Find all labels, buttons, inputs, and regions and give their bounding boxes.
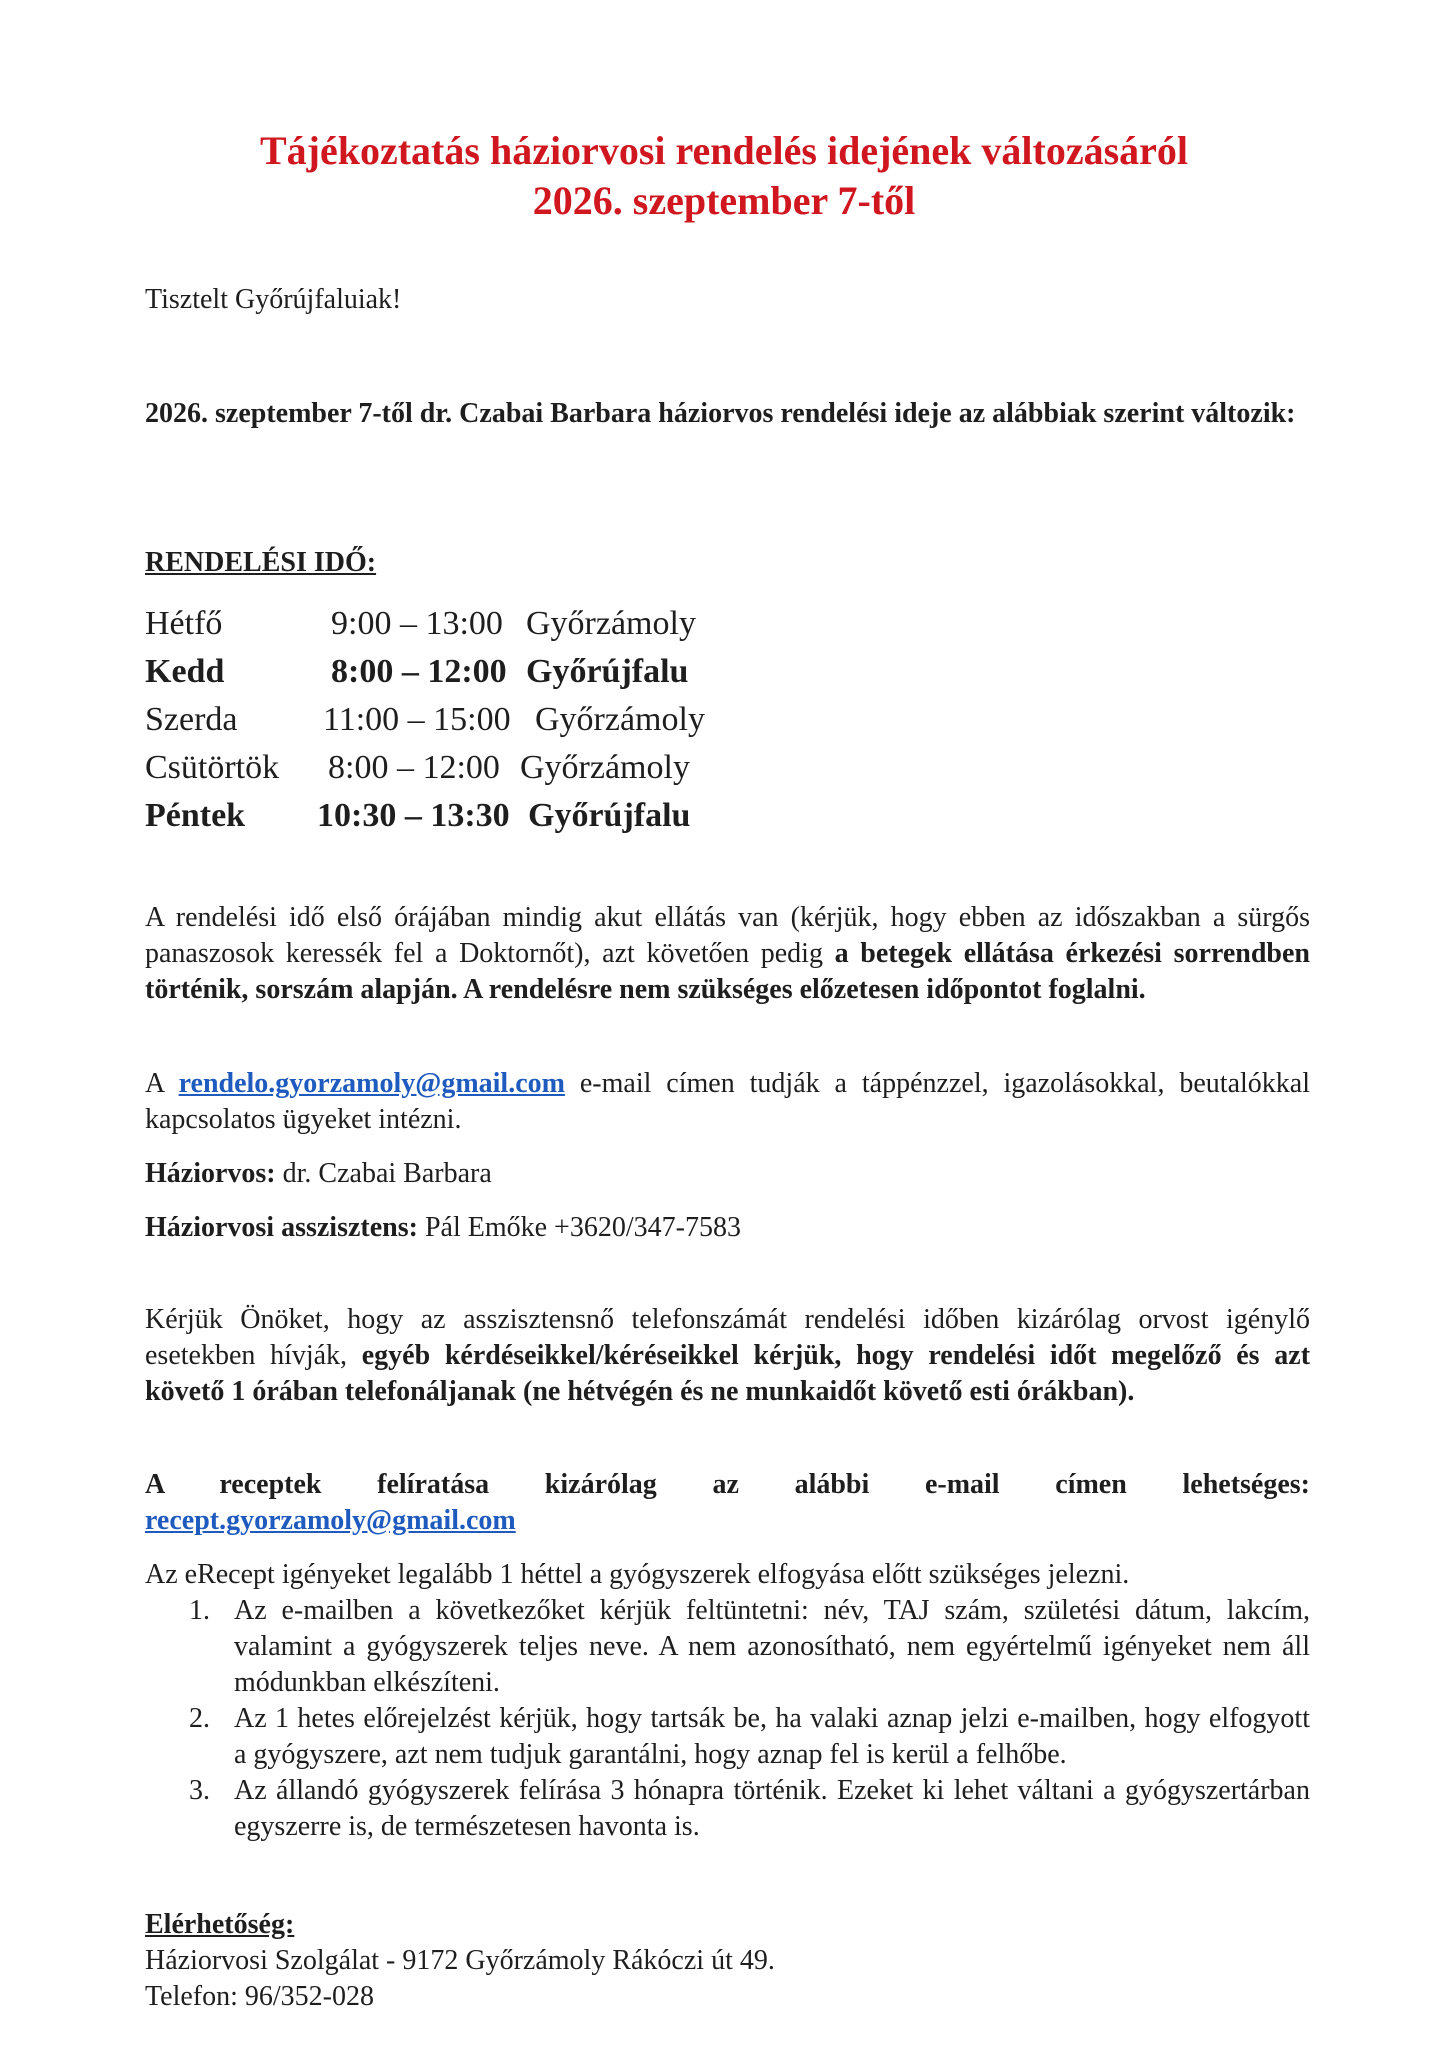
greeting: Tisztelt Győrújfaluiak! xyxy=(145,284,402,315)
phone-policy-bold-text: egyéb kérdéseikkel/kéréseikkel kérjük, hogy rendelési időt megelőző és azt követő 1 órában telefonáljanak (ne hétvégén és ne munkaidőt követő esti órákban). xyxy=(145,1340,1311,1407)
sick-leave-email-paragraph xyxy=(145,1066,1310,1138)
list-item-text: Az 1 hetes előrejelzést kérjük, hogy tartsák be, ha valaki aznap jelzi e-mailben, hogy elfogyott a gyógyszere, azt nem tudjuk garantálni, hogy aznap fel is kerül a felhőbe. xyxy=(234,1703,1310,1770)
intro-paragraph: 2026. szeptember 7-től dr. Czabai Barbara háziorvos rendelési ideje az alábbiak szerint változik: xyxy=(145,398,1296,429)
recipe-email-link[interactable]: recept.gyorzamoly@gmail.com xyxy=(145,1505,516,1536)
first-hour-text: A rendelési idő első órájában mindig akut ellátás van (kérjük, hogy ebben az időszakban a sürgős panaszosok keressék fel a Doktornőt), azt követően pedig xyxy=(145,902,1310,969)
list-item-text: Az állandó gyógyszerek felírása 3 hónapra történik. Ezeket ki lehet váltani a gyógyszertárban egyszerre is, de természetesen havonta is. xyxy=(234,1775,1310,1842)
schedule-day: Szerda xyxy=(145,701,238,738)
schedule-day: Csütörtök xyxy=(145,749,280,786)
erecept-intro: Az eRecept igényeket legalább 1 héttel a gyógyszerek elfogyása előtt szükséges jelezni. xyxy=(145,1559,1130,1590)
phone-policy-text: Kérjük Önöket, hogy az asszisztensnő telefonszámát rendelési időben kizárólag orvost igénylő esetekben hívják, xyxy=(145,1304,1310,1371)
contact-heading: Elérhetőség: xyxy=(145,1909,295,1940)
schedule-time: 9:00 – 13:00 xyxy=(331,605,503,642)
schedule-place: Győrzámoly xyxy=(535,701,705,738)
list-item-text: Az e-mailben a következőket kérjük feltüntetni: név, TAJ szám, születési dátum, lakcím, valamint a gyógyszerek teljes neve. A nem azonosítható, nem egyértelmű igényeket nem áll módunkban elkészíteni. xyxy=(234,1595,1310,1698)
recipe-email-paragraph xyxy=(145,1503,1310,1539)
list-number: 1. xyxy=(189,1595,210,1626)
doctor-name: dr. Czabai Barbara xyxy=(275,1158,492,1189)
schedule-day: Péntek xyxy=(145,797,246,834)
assistant-line xyxy=(145,1210,1310,1246)
email-prefix: A xyxy=(145,1068,179,1099)
doctor-line xyxy=(145,1156,1310,1192)
schedule-time: 10:30 – 13:30 xyxy=(317,797,510,834)
schedule-place: Győrzámoly xyxy=(520,749,690,786)
list-item xyxy=(145,1701,1310,1773)
schedule-place: Győrzámoly xyxy=(526,605,696,642)
list-number: 3. xyxy=(189,1775,210,1806)
assistant-label: Háziorvosi asszisztens: xyxy=(145,1212,418,1243)
schedule-place: Győrújfalu xyxy=(528,797,691,834)
schedule-heading: RENDELÉSI IDŐ: xyxy=(145,547,377,578)
doctor-label: Háziorvos: xyxy=(145,1158,276,1189)
page-title: Tájékoztatás háziorvosi rendelés idejének változásáról xyxy=(259,128,1189,173)
schedule-time: 11:00 – 15:00 xyxy=(323,701,511,738)
email-suffix: e-mail címen tudják a táppénzzel, igazolásokkal, beutalókkal kapcsolatos ügyeket intézni. xyxy=(145,1068,1311,1135)
office-email-link[interactable]: rendelo.gyorzamoly@gmail.com xyxy=(178,1068,565,1099)
contact-address: Háziorvosi Szolgálat - 9172 Győrzámoly Rákóczi út 49. xyxy=(145,1945,775,1976)
schedule-day: Hétfő xyxy=(145,605,223,642)
schedule-day: Kedd xyxy=(145,653,225,690)
first-hour-bold-text: a betegek ellátása érkezési sorrendben történik, sorszám alapján. A rendelésre nem szükséges előzetesen időpontot foglalni. xyxy=(145,938,1310,1005)
page-title-date: 2026. szeptember 7-től xyxy=(532,178,916,223)
phone-policy-paragraph xyxy=(145,1302,1310,1410)
list-number: 2. xyxy=(189,1703,210,1734)
list-item xyxy=(145,1773,1310,1845)
schedule-time: 8:00 – 12:00 xyxy=(328,749,500,786)
list-item xyxy=(145,1593,1310,1701)
first-hour-paragraph xyxy=(145,900,1310,1008)
erecept-rules-list xyxy=(145,1593,1310,1845)
schedule-time: 8:00 – 12:00 xyxy=(331,653,507,690)
recipe-email-text: A receptek felíratása kizárólag az alábbi e-mail címen lehetséges: xyxy=(145,1469,1310,1500)
schedule-place: Győrújfalu xyxy=(526,653,689,690)
contact-phone: Telefon: 96/352-028 xyxy=(145,1981,374,2012)
assistant-contact: Pál Emőke +3620/347-7583 xyxy=(417,1212,741,1243)
